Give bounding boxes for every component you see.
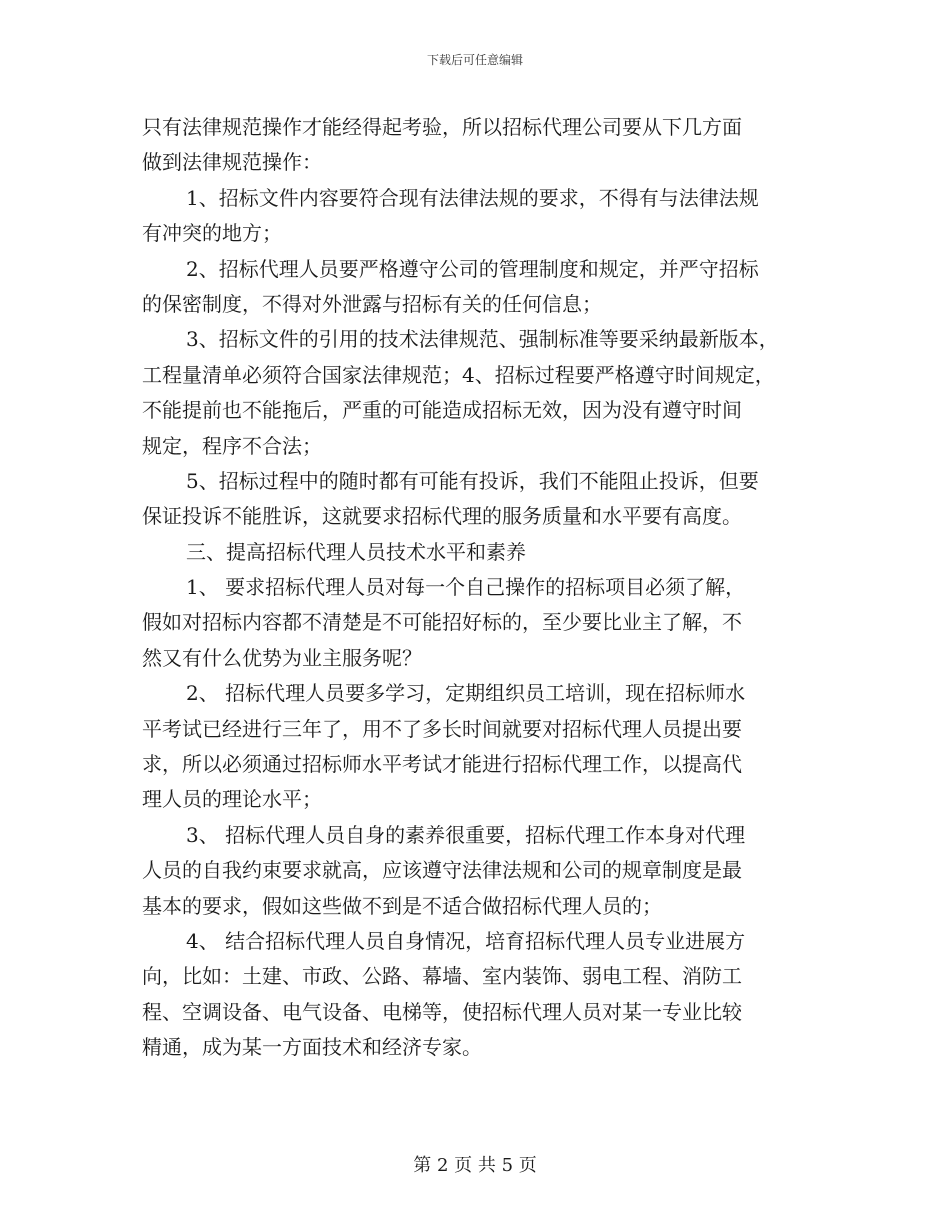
page-number: 第 2 页 共 5 页 — [413, 1155, 537, 1176]
paragraph-line: 假如对招标内容都不清楚是不可能招好标的，至少要比业主了解，不 — [142, 610, 742, 635]
page-header: 下载后可任意编辑 — [426, 53, 523, 67]
list-item-line: 2、招标代理人员要严格遵守公司的管理制度和规定，并严守招标 — [186, 256, 759, 281]
list-item-line: 3、 招标代理人员自身的素养很重要，招标代理工作本身对代理 — [186, 822, 746, 847]
paragraph-line: 规定，程序不合法； — [142, 433, 322, 458]
paragraph-line: 只有法律规范操作才能经得起考验，所以招标代理公司要从下几方面 — [142, 115, 742, 139]
list-item-line: 1、招标文件内容要符合现有法律法规的要求，不得有与法律法规 — [186, 185, 759, 210]
paragraph-line: 平考试已经进行三年了，用不了多长时间就要对招标代理人员提出要 — [142, 716, 742, 741]
list-item-line: 3、招标文件的引用的技术法律规范、强制标准等要采纳最新版本， — [186, 327, 779, 352]
paragraph-line: 有冲突的地方； — [142, 221, 282, 246]
paragraph-line: 工程量清单必须符合国家法律规范；4、招标过程要严格遵守时间规定， — [142, 362, 775, 387]
list-item-line: 4、 结合招标代理人员自身情况，培育招标代理人员专业进展方 — [186, 928, 746, 953]
paragraph-line: 不能提前也不能拖后，严重的可能造成招标无效，因为没有遵守时间 — [142, 398, 742, 423]
paragraph-line: 人员的自我约束要求就高，应该遵守法律法规和公司的规章制度是最 — [142, 858, 742, 883]
document-body — [142, 110, 822, 1066]
paragraph-line: 理人员的理论水平； — [142, 787, 322, 812]
list-item-line: 2、 招标代理人员要多学习，定期组织员工培训，现在招标师水 — [186, 681, 746, 706]
paragraph-line: 的保密制度，不得对外泄露与招标有关的任何信息； — [142, 291, 602, 316]
paragraph-line: 向，比如：土建、市政、公路、幕墙、室内装饰、弱电工程、消防工 — [142, 964, 742, 989]
paragraph-line: 做到法律规范操作： — [142, 150, 322, 175]
paragraph-line: 保证投诉不能胜诉，这就要求招标代理的服务质量和水平要有高度。 — [142, 504, 742, 529]
paragraph-line: 然又有什么优势为业主服务呢？ — [142, 645, 422, 670]
paragraph-line: 求，所以必须通过招标师水平考试才能进行招标代理工作，以提高代 — [142, 752, 742, 777]
section-heading: 三、提高招标代理人员技术水平和素养 — [186, 539, 526, 564]
list-item-line: 5、招标过程中的随时都有可能有投诉，我们不能阻止投诉，但要 — [186, 468, 759, 493]
paragraph-line: 基本的要求，假如这些做不到是不适合做招标代理人员的； — [142, 893, 662, 918]
paragraph-line: 程、空调设备、电气设备、电梯等，使招标代理人员对某一专业比较 — [142, 999, 742, 1024]
paragraph-line: 精通，成为某一方面技术和经济专家。 — [142, 1035, 482, 1060]
list-item-line: 1、 要求招标代理人员对每一个自己操作的招标项目必须了解， — [186, 575, 746, 600]
